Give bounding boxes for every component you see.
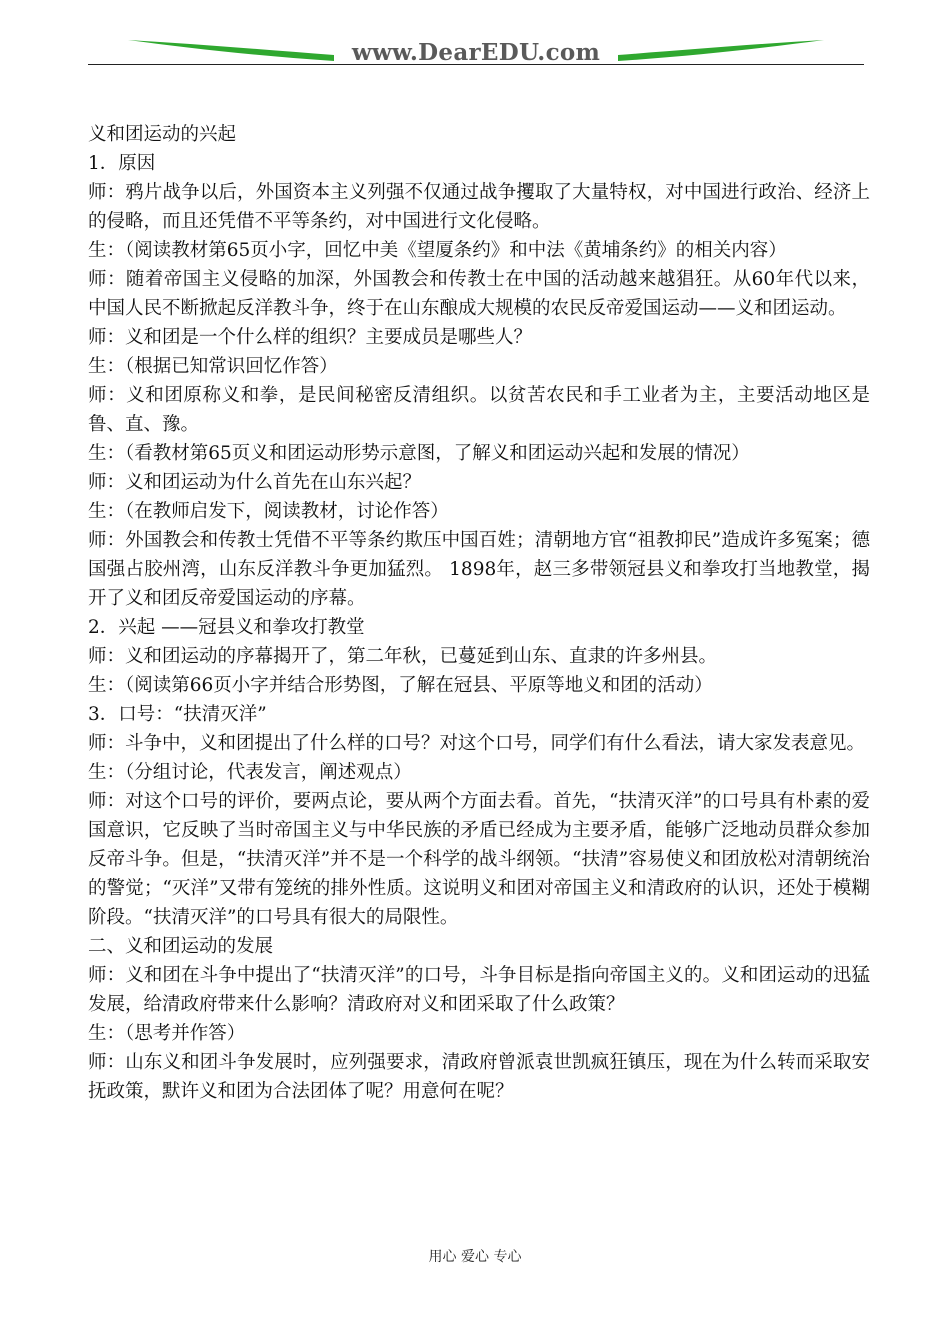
paragraph: 师：斗争中，义和团提出了什么样的口号？对这个口号，同学们有什么看法，请大家发表意见。 <box>88 733 866 754</box>
paragraph: 师：外国教会和传教士凭借不平等条约欺压中国百姓；清朝地方官“祖教抑民”造成许多冤案；德国强占胶州湾，山东反洋教斗争更加猛烈。 1898年，赵三多带领冠县义和拳攻打当地教堂，揭开了义和团反帝爱国运动的序幕。 <box>88 530 870 609</box>
paragraph: 生：（分组讨论，代表发言，阐述观点） <box>88 762 412 783</box>
paragraph: 师：义和团原称义和拳，是民间秘密反清组织。以贫苦农民和手工业者为主，主要活动地区是鲁、直、豫。 <box>88 385 870 435</box>
site-url: www.DearEDU.com <box>351 39 601 66</box>
paragraph: 生：（在教师启发下，阅读教材，讨论作答） <box>88 501 449 522</box>
header-rule <box>88 64 864 65</box>
document-body <box>88 120 870 1106</box>
paragraph: 师：随着帝国主义侵略的加深，外国教会和传教士在中国的活动越来越猖狂。从60年代以来，中国人民不断掀起反洋教斗争，终于在山东酿成大规模的农民反帝爱国运动——义和团运动。 <box>88 269 870 319</box>
paragraph: 师：义和团运动为什么首先在山东兴起？ <box>88 472 422 493</box>
page-footer: 用心 爱心 专心 <box>428 1249 522 1265</box>
paragraph: 师：对这个口号的评价，要两点论，要从两个方面去看。首先，“扶清灭洋”的口号具有朴素的爱国意识，它反映了当时帝国主义与中华民族的矛盾已经成为主要矛盾，能够广泛地动员群众参加反帝斗争。但是，“扶清灭洋”并不是一个科学的战斗纲领。“扶清”容易使义和团放松对清朝统治的警觉；“灭洋”又带有笼统的排外性质。这说明义和团对帝国主义和清政府的认识，还处于模糊阶段。“扶清灭洋”的口号具有很大的局限性。 <box>88 791 870 928</box>
paragraph: 生：（阅读第66页小字并结合形势图，了解在冠县、平原等地义和团的活动） <box>88 675 713 696</box>
paragraph: 师：鸦片战争以后，外国资本主义列强不仅通过战争攫取了大量特权，对中国进行政治、经济上的侵略，而且还凭借不平等条约，对中国进行文化侵略。 <box>88 182 870 232</box>
paragraph: 生：（看教材第65页义和团运动形势示意图，了解义和团运动兴起和发展的情况） <box>88 443 750 464</box>
site-header-banner <box>88 34 864 74</box>
paragraph: 生：（阅读教材第65页小字，回忆中美《望厦条约》和中法《黄埔条约》的相关内容） <box>88 240 787 261</box>
paragraph: 师：义和团在斗争中提出了“扶清灭洋”的口号，斗争目标是指向帝国主义的。义和团运动的迅猛发展，给清政府带来什么影响？清政府对义和团采取了什么政策？ <box>88 965 870 1015</box>
paragraph: 1．原因 <box>88 153 156 174</box>
paragraph: 3．口号：“扶清灭洋” <box>88 704 267 725</box>
paragraph: 生：（思考并作答） <box>88 1023 246 1044</box>
paragraph: 二、义和团运动的发展 <box>88 936 274 957</box>
paragraph: 师：义和团是一个什么样的组织？主要成员是哪些人？ <box>88 327 533 348</box>
paragraph: 2．兴起 ——冠县义和拳攻打教堂 <box>88 617 365 638</box>
paragraph: 师：义和团运动的序幕揭开了，第二年秋，已蔓延到山东、直隶的许多州县。 <box>88 646 718 667</box>
paragraph: 生：（根据已知常识回忆作答） <box>88 356 338 377</box>
paragraph: 义和团运动的兴起 <box>88 124 237 145</box>
paragraph: 师：山东义和团斗争发展时，应列强要求，清政府曾派袁世凯疯狂镇压，现在为什么转而采取安抚政策，默许义和团为合法团体了呢？用意何在呢？ <box>88 1052 870 1102</box>
